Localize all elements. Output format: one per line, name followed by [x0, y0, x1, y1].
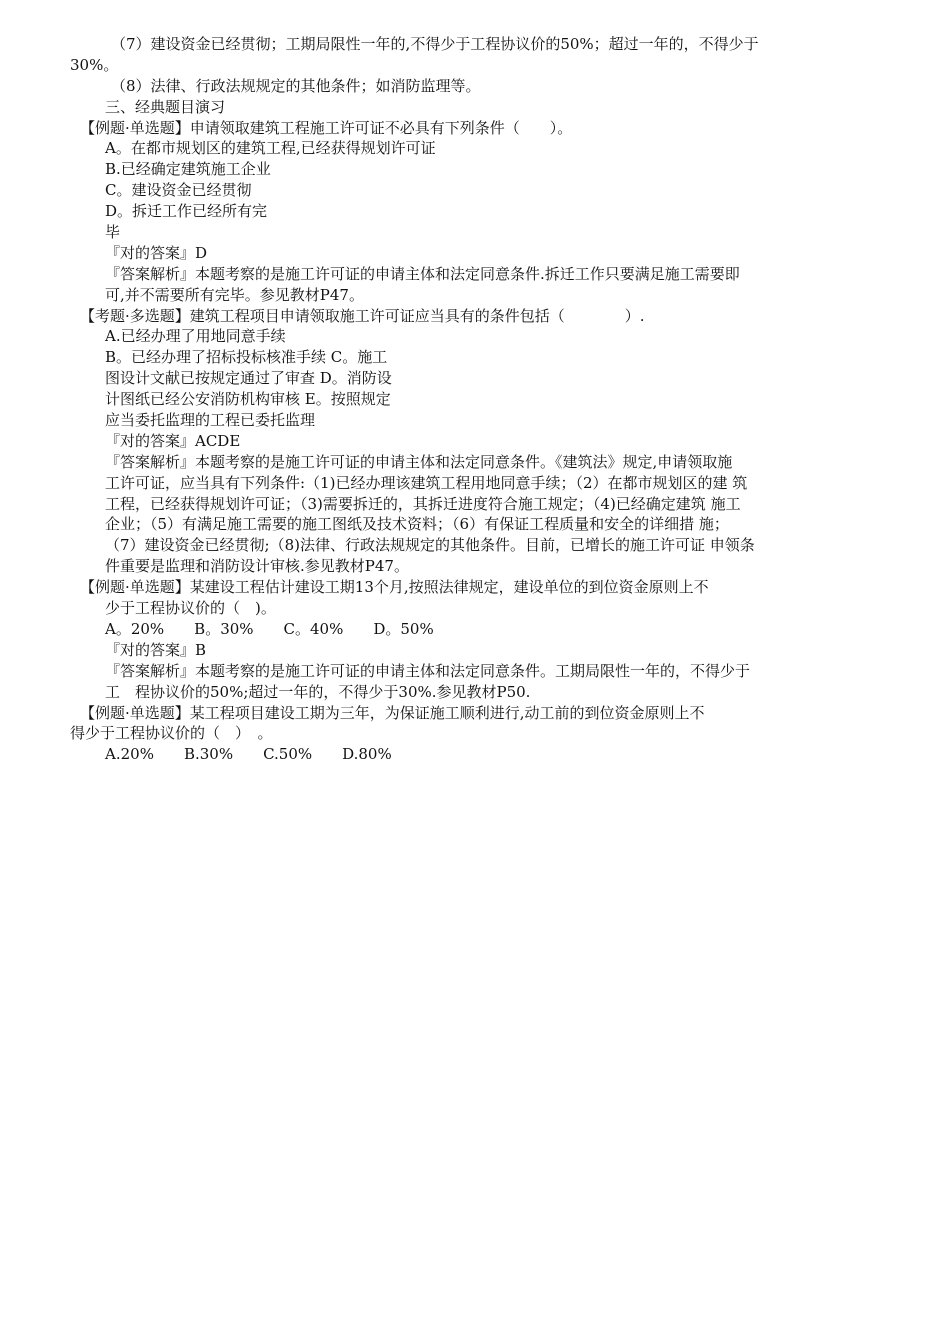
option-line: B.已经确定建筑施工企业 [105, 160, 271, 179]
option-line: A.已经办理了用地同意手续 [105, 327, 286, 346]
answer-line: 『对的答案』ACDE [105, 431, 241, 450]
text-line: 30%。 [70, 55, 119, 74]
option-line: A。在都市规划区的建筑工程,已经获得规划许可证 [105, 139, 436, 158]
option-line: A。20% B。30% C。40% D。50% [105, 619, 434, 638]
analysis-line: 工许可证，应当具有下列条件:（1)已经办理该建筑工程用地同意手续；（2）在都市规划区的建 筑 [105, 473, 748, 492]
analysis-line: 工程，已经获得规划许可证；（3)需要拆迁的，其拆迁进度符合施工规定；（4)已经确定建筑 施工 [105, 494, 741, 513]
analysis-line: 可,并不需要所有完毕。参见教材P47。 [105, 285, 364, 304]
answer-line: 『对的答案』B [105, 640, 207, 659]
answer-line: 『对的答案』D [105, 243, 208, 262]
question-title: 【考题·多选题】建筑工程项目申请领取施工许可证应当具有的条件包括（ ）. [80, 306, 645, 325]
question-title-cont: 得少于工程协议价的（ ） 。 [70, 724, 273, 743]
section-heading: 三、经典题目演习 [105, 97, 226, 116]
option-line: C。建设资金已经贯彻 [105, 181, 252, 200]
analysis-line: 企业；（5）有满足施工需要的施工图纸及技术资料；（6）有保证工程质量和安全的详细措 施； [105, 515, 729, 534]
option-line: A.20% B.30% C.50% D.80% [105, 745, 392, 764]
option-line: 计图纸已经公安消防机构审核 E。按照规定 [105, 390, 391, 409]
option-line: B。已经办理了招标投标核准手续 C。施工 [105, 348, 388, 367]
text-line: （8）法律、行政法规规定的其他条件；如消防监理等。 [111, 76, 481, 95]
question-title: 【例题·单选题】某建设工程估计建设工期13个月,按照法律规定，建设单位的到位资金原则上不 [80, 578, 709, 597]
option-line: 应当委托监理的工程已委托监理 [105, 411, 316, 430]
question-title: 【例题·单选题】某工程项目建设工期为三年，为保证施工顺利进行,动工前的到位资金原则上不 [80, 703, 705, 722]
analysis-line: 工 程协议价的50%;超过一年的，不得少于30%.参见教材P50. [105, 682, 531, 701]
analysis-line: 『答案解析』本题考察的是施工许可证的申请主体和法定同意条件。工期局限性一年的，不得少于 [105, 661, 751, 680]
analysis-line: 『答案解析』本题考察的是施工许可证的申请主体和法定同意条件.拆迁工作只要满足施工需要即 [105, 264, 740, 283]
question-title: 【例题·单选题】申请领取建筑工程施工许可证不必具有下列条件（ ）。 [80, 118, 573, 137]
analysis-line: 件重要是监理和消防设计审核.参见教材P47。 [105, 557, 409, 576]
document-page [0, 34, 950, 765]
text-line: （7）建设资金已经贯彻；工期局限性一年的,不得少于工程协议价的50%；超过一年的，不得少于 [111, 35, 759, 53]
analysis-line: 『答案解析』本题考察的是施工许可证的申请主体和法定同意条件。《建筑法》规定,申请领取施 [105, 452, 733, 471]
analysis-line: （7）建设资金已经贯彻;（8)法律、行政法规规定的其他条件。目前，已增长的施工许可证 申领条 [105, 536, 755, 555]
option-line: 毕 [105, 223, 121, 242]
option-line: 图设计文献已按规定通过了审查 D。消防设 [105, 369, 392, 388]
option-line: D。拆迁工作已经所有完 [105, 202, 268, 221]
question-title-cont: 少于工程协议价的（ )。 [105, 599, 276, 618]
